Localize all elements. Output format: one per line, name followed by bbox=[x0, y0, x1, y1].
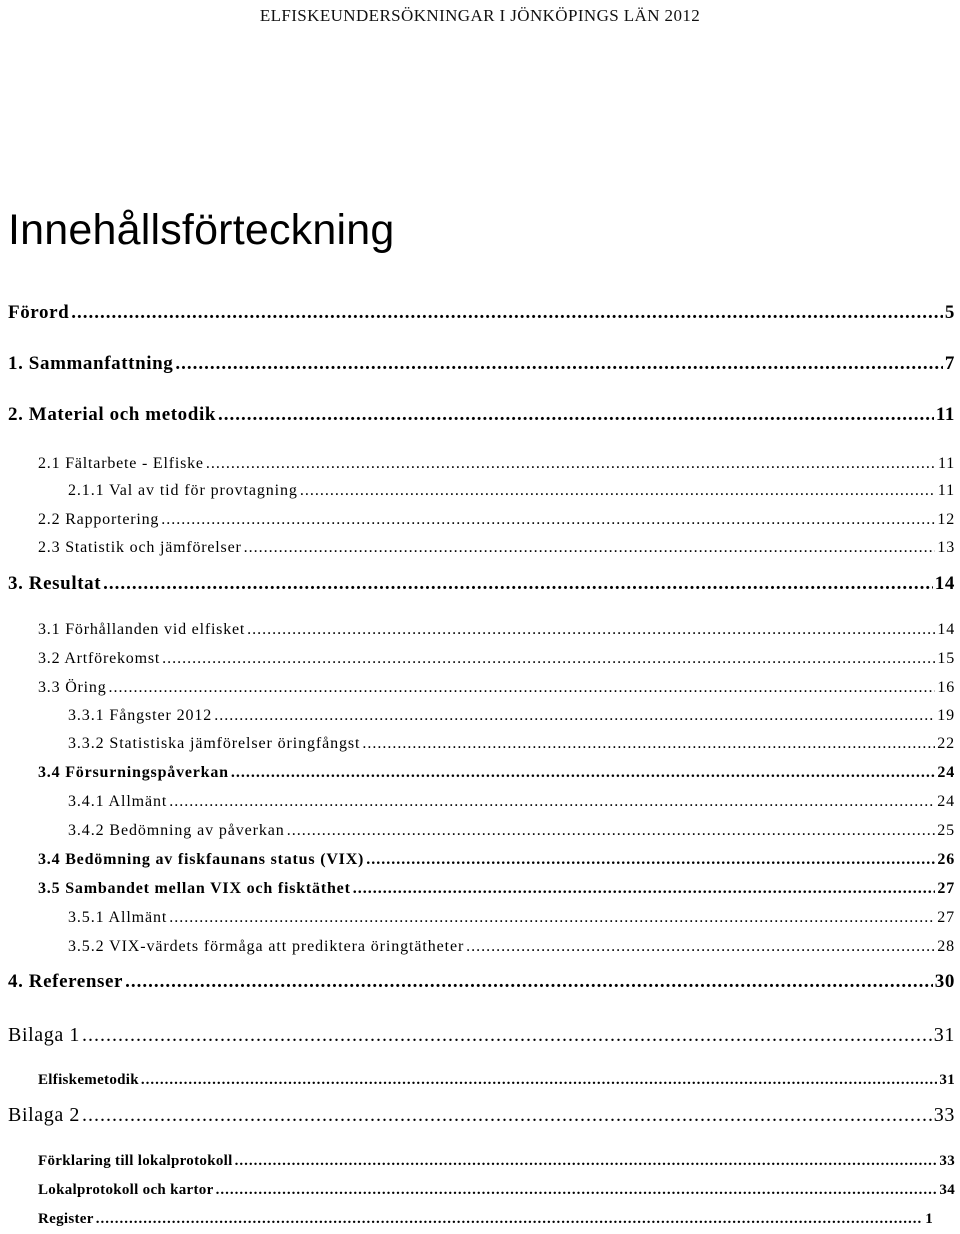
toc-entry-bedomning-paverkan[interactable] bbox=[0, 822, 955, 840]
toc-entry-vix-vardets[interactable] bbox=[0, 938, 955, 956]
toc-entry-label: 4. Referenser bbox=[8, 971, 124, 992]
toc-entry-page: 14 bbox=[934, 573, 955, 594]
toc-entry-sammanfattning[interactable] bbox=[0, 353, 955, 375]
toc-entry-page: 15 bbox=[937, 650, 955, 667]
toc-entry-label: Förklaring till lokalprotokoll bbox=[38, 1153, 233, 1169]
toc-entry-page: 28 bbox=[937, 938, 955, 955]
toc-entry-label: 3. Resultat bbox=[8, 573, 102, 594]
running-header: ELFISKEUNDERSÖKNINGAR I JÖNKÖPINGS LÄN 2012 bbox=[259, 6, 701, 25]
toc-entry-label: 3.3.1 Fångster 2012 bbox=[68, 707, 213, 724]
toc-entry-page: 16 bbox=[937, 679, 955, 696]
toc-entry-page: 30 bbox=[934, 971, 955, 992]
toc-entry-page: 24 bbox=[937, 764, 955, 781]
toc-entry-page: 33 bbox=[933, 1104, 955, 1126]
toc-entry-page: 33 bbox=[939, 1153, 955, 1169]
toc-entry-page: 22 bbox=[937, 735, 955, 752]
toc-entry-page: 34 bbox=[939, 1182, 955, 1198]
toc-entry-elfiskemetodik[interactable] bbox=[0, 1072, 955, 1089]
toc-entry-label: Elfiskemetodik bbox=[38, 1072, 139, 1088]
toc-leader bbox=[169, 909, 935, 927]
toc-entry-page: 25 bbox=[937, 822, 955, 839]
toc-leader bbox=[161, 511, 935, 529]
toc-leader bbox=[169, 793, 935, 811]
toc-entry-page: 5 bbox=[944, 302, 955, 323]
toc-entry-page: 14 bbox=[937, 621, 955, 638]
toc-leader bbox=[96, 1211, 923, 1228]
toc-entry-label: 3.3.2 Statistiska jämförelser öringfångst bbox=[68, 735, 361, 752]
toc-entry-forhallanden[interactable] bbox=[0, 621, 955, 639]
toc-entry-page: 27 bbox=[937, 880, 955, 897]
toc-entry-fangster[interactable] bbox=[0, 707, 955, 725]
toc-leader bbox=[466, 938, 935, 956]
toc-entry-material[interactable] bbox=[0, 404, 955, 426]
toc-entry-lokalprotokoll[interactable] bbox=[0, 1182, 955, 1199]
toc-entry-oring[interactable] bbox=[0, 679, 955, 697]
toc-entry-label: 3.3 Öring bbox=[38, 679, 107, 696]
toc-entry-forsurning[interactable] bbox=[0, 764, 955, 782]
toc-leader bbox=[214, 707, 935, 725]
toc-entry-page: 27 bbox=[937, 909, 955, 926]
toc-entry-label: 3.5.1 Allmänt bbox=[68, 909, 168, 926]
toc-entry-allmant-1[interactable] bbox=[0, 793, 955, 811]
toc-entry-forklaring[interactable] bbox=[0, 1153, 955, 1170]
toc-leader bbox=[206, 455, 936, 473]
toc-entry-page: 1 bbox=[925, 1211, 933, 1227]
toc-entry-sambandet[interactable] bbox=[0, 880, 955, 898]
toc-entry-page: 7 bbox=[944, 353, 955, 374]
toc-entry-vix-status[interactable] bbox=[0, 851, 955, 869]
toc-entry-label: 3.4.2 Bedömning av påverkan bbox=[68, 822, 285, 839]
toc-entry-artforekomst[interactable] bbox=[0, 650, 955, 668]
toc-leader bbox=[247, 621, 935, 639]
toc-entry-page: 12 bbox=[937, 511, 955, 528]
toc-entry-allmant-2[interactable] bbox=[0, 909, 955, 927]
toc-leader bbox=[216, 1182, 938, 1199]
toc-entry-page: 11 bbox=[935, 404, 955, 425]
toc-entry-page: 11 bbox=[937, 455, 955, 472]
toc-entry-label: 3.1 Förhållanden vid elfisket bbox=[38, 621, 246, 638]
toc-leader bbox=[175, 353, 943, 375]
toc-entry-referenser[interactable] bbox=[0, 971, 955, 993]
toc-entry-page: 24 bbox=[937, 793, 955, 810]
toc-leader bbox=[162, 650, 935, 668]
toc-leader bbox=[103, 573, 933, 595]
toc-entry-page: 26 bbox=[937, 851, 955, 868]
toc-entry-label: 1. Sammanfattning bbox=[8, 353, 174, 374]
toc-entry-page: 19 bbox=[937, 707, 955, 724]
toc-leader bbox=[235, 1153, 938, 1170]
toc-entry-page: 11 bbox=[937, 482, 955, 499]
toc-leader bbox=[353, 880, 936, 898]
toc-entry-val-av-tid[interactable] bbox=[0, 482, 955, 500]
toc-leader bbox=[218, 404, 934, 426]
toc-leader bbox=[366, 851, 935, 869]
toc-entry-label: 2.2 Rapportering bbox=[38, 511, 160, 528]
toc-leader bbox=[244, 539, 936, 557]
toc-leader bbox=[287, 822, 935, 840]
toc-entry-label: 3.4.1 Allmänt bbox=[68, 793, 168, 810]
toc-entry-resultat[interactable] bbox=[0, 573, 955, 595]
toc-leader bbox=[362, 735, 935, 753]
toc-entry-label: 3.5 Sambandet mellan VIX och fisktäthet bbox=[38, 880, 351, 897]
toc-entry-bilaga-2[interactable] bbox=[0, 1104, 955, 1127]
toc-leader bbox=[125, 971, 933, 993]
toc-entry-label: 2.1.1 Val av tid för provtagning bbox=[68, 482, 298, 499]
toc-entry-label: 3.5.2 VIX-värdets förmåga att prediktera öringtätheter bbox=[68, 938, 465, 955]
toc-entry-label: Bilaga 1 bbox=[8, 1024, 81, 1046]
toc-entry-page: 31 bbox=[933, 1024, 955, 1046]
toc-entry-label: Bilaga 2 bbox=[8, 1104, 81, 1126]
toc-entry-label: 2.3 Statistik och jämförelser bbox=[38, 539, 242, 556]
toc-entry-bilaga-1[interactable] bbox=[0, 1024, 955, 1047]
toc-entry-label: Register bbox=[38, 1211, 94, 1227]
toc-leader bbox=[109, 679, 936, 697]
toc-entry-rapportering[interactable] bbox=[0, 511, 955, 529]
toc-leader bbox=[82, 1104, 932, 1127]
toc-entry-label: 3.2 Artförekomst bbox=[38, 650, 161, 667]
toc-entry-statistik[interactable] bbox=[0, 539, 955, 557]
toc-entry-forord[interactable] bbox=[0, 302, 955, 324]
toc-entry-statistiska-jamforelser[interactable] bbox=[0, 735, 955, 753]
toc-entry-page: 13 bbox=[937, 539, 955, 556]
toc-entry-page: 31 bbox=[939, 1072, 955, 1088]
toc-entry-label: Förord bbox=[8, 302, 70, 323]
toc-entry-label: 2.1 Fältarbete - Elfiske bbox=[38, 455, 204, 472]
toc-entry-label: 3.4 Försurningspåverkan bbox=[38, 764, 229, 781]
toc-title: Innehållsförteckning bbox=[8, 206, 395, 254]
toc-leader bbox=[300, 482, 936, 500]
toc-leader bbox=[231, 764, 936, 782]
toc-entry-label: 3.4 Bedömning av fiskfaunans status (VIX) bbox=[38, 851, 365, 868]
toc-leader bbox=[71, 302, 943, 324]
toc-entry-label: Lokalprotokoll och kartor bbox=[38, 1182, 214, 1198]
toc-entry-faltarbete[interactable] bbox=[0, 455, 955, 473]
toc-entry-label: 2. Material och metodik bbox=[8, 404, 216, 425]
toc-entry-register[interactable] bbox=[0, 1211, 933, 1228]
toc-leader bbox=[141, 1072, 938, 1089]
toc-leader bbox=[82, 1024, 932, 1047]
